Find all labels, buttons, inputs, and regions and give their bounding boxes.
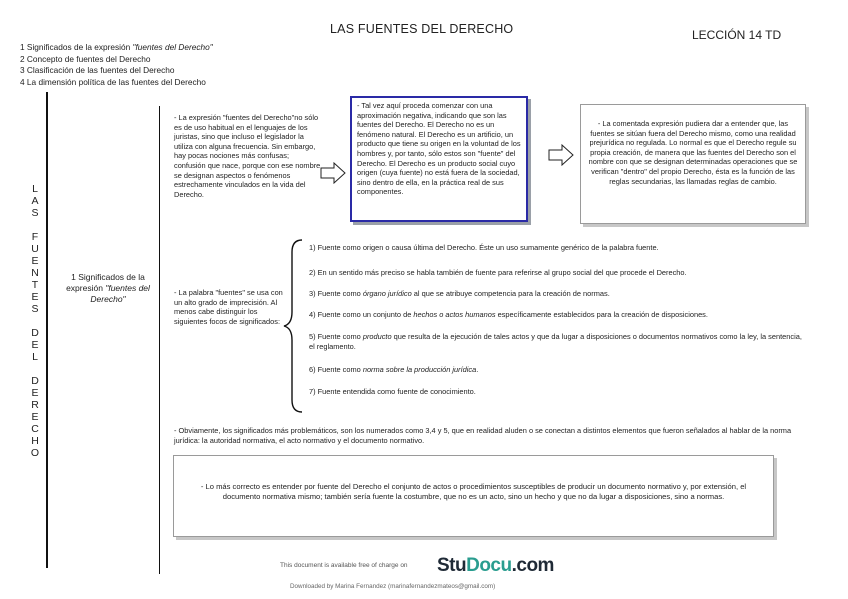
list-item: 6) Fuente como norma sobre la producción jurídica. [309, 365, 479, 374]
list-item: 7) Fuente entendida como fuente de conocimiento. [309, 387, 476, 396]
conclusion-box: - Lo más correcto es entender por fuente del Derecho el conjunto de actos o procedimientos susceptibles de producir un documento normativo y, por extensión, el documento normativa mismo; también sería fuente la costumbre, que no es un acto, sino un hecho y que no da lugar a disposiciones, sino a normas. [173, 455, 774, 537]
curly-brace-icon [282, 238, 304, 414]
vertical-title-letter: S [31, 303, 39, 315]
list-item: 2) En un sentido más preciso se habla también de fuente para referirse al grupo social del que procede el Derecho. [309, 268, 687, 277]
arrow-right-icon [320, 162, 346, 184]
table-of-contents [20, 42, 213, 88]
section-divider [159, 106, 160, 574]
page-title: LAS FUENTES DEL DERECHO [330, 22, 514, 36]
toc-item: 1 Significados de la expresión "fuentes del Derecho" [20, 42, 213, 52]
list-item: 1) Fuente como origen o causa última del Derecho. Éste un uso sumamente genérico de la palabra fuente. [309, 243, 659, 252]
vertical-title-letter: E [31, 411, 39, 423]
outer-divider [46, 92, 48, 568]
vertical-title-letter: A [31, 195, 39, 207]
download-notice: Downloaded by Marina Fernandez (marinafernandezmateos@gmail.com) [290, 583, 496, 590]
vertical-title-letter: F [31, 231, 39, 243]
intro-paragraph: - La expresión "fuentes del Derecho"no sólo es de uso habitual en el lenguajes de los juristas, sino que incluso el legislador la utiliza con alguna frecuencia. Sin embargo, hay pocas nociones más confusas; confusión que nace, porque con ese nombre se designan aspectos o fenómenos estrechamente vinculados en la vida del Derecho. [174, 113, 321, 199]
vertical-title-letter: S [31, 207, 39, 219]
vertical-title-letter [28, 363, 42, 375]
vertical-title-letter: L [32, 183, 38, 195]
vertical-title-letter: H [31, 435, 39, 447]
palabra-paragraph: - La palabra "fuentes" se usa con un alto grado de imprecisión. Al menos cabe distinguir los siguientes focos de significados: [174, 288, 283, 326]
section-label: 1 Significados de la expresión "fuentes del Derecho" [66, 272, 150, 304]
blue-highlight-box: - Tal vez aquí proceda comenzar con una aproximación negativa, indicando que son las fuentes del Derecho. El Derecho no es un fenómeno natural. El Derecho es un artificio, un producto que tiene su origen en la voluntad de los hombres y, por tanto, sólo estos son "fuente" del Derecho. El Derecho es un producto social cuyo origen (cuya fuente) no está fuera de la sociedad, sino dentro de ella, en la práctica real de sus componentes. [350, 96, 528, 222]
studocu-logo[interactable]: StuDocu.com [437, 555, 554, 576]
vertical-title-letter: E [31, 255, 39, 267]
vertical-title-letter: C [31, 423, 39, 435]
toc-item: 3 Clasificación de las fuentes del Derecho [20, 65, 175, 75]
list-item: 5) Fuente como producto que resulta de la ejecución de tales actos y que da lugar a disposiciones o documentos normativos como la ley, la sentencia, el reglamento. [309, 332, 802, 351]
vertical-title-letter: E [31, 387, 39, 399]
vertical-title-letter: D [31, 327, 39, 339]
vertical-title-letter: E [31, 291, 39, 303]
observation-paragraph: - Obviamente, los significados más problemáticos, son los numerados como 3,4 y 5, que en realidad aluden o se conectan a distintos elementos que fueron señalados al hablar de la norma jurídica: la autoridad normativa, el acto normativo y el documento normativo. [174, 426, 792, 445]
arrow-right-icon [548, 144, 574, 166]
toc-item: 2 Concepto de fuentes del Derecho [20, 53, 151, 64]
vertical-title-letter: O [30, 447, 40, 459]
vertical-title-letter: U [31, 243, 39, 255]
vertical-title-letter: D [31, 375, 39, 387]
list-item: 3) Fuente como órgano jurídico al que se atribuye competencia para la creación de normas. [309, 289, 610, 298]
lesson-label: LECCIÓN 14 TD [692, 28, 782, 42]
vertical-title [28, 183, 42, 459]
vertical-title-letter: T [31, 279, 39, 291]
vertical-title-letter: N [31, 267, 39, 279]
vertical-title-letter [28, 315, 42, 327]
vertical-title-letter: L [32, 351, 38, 363]
footer-notice: This document is available free of charge on [280, 562, 408, 569]
vertical-title-letter [28, 219, 42, 231]
vertical-title-letter: E [31, 339, 39, 351]
toc-item: 4 La dimensión política de las fuentes del Derecho [20, 76, 206, 87]
list-item: 4) Fuente como un conjunto de hechos o actos humanos específicamente establecidos para la creación de disposiciones. [309, 310, 708, 319]
gray-note-box: - La comentada expresión pudiera dar a entender que, las fuentes se sitúan fuera del Derecho mismo, como una realidad prejurídica no regulada. Lo normal es que el Derecho regule su propia creación, de manera que las fuentes del Derecho son el nombre con que se designan determinadas operaciones que se verifican "dentro" del propio Derecho, ésta es la función de las reglas secundarias, las llamadas reglas de cambio. [580, 104, 806, 224]
vertical-title-letter: R [31, 399, 39, 411]
